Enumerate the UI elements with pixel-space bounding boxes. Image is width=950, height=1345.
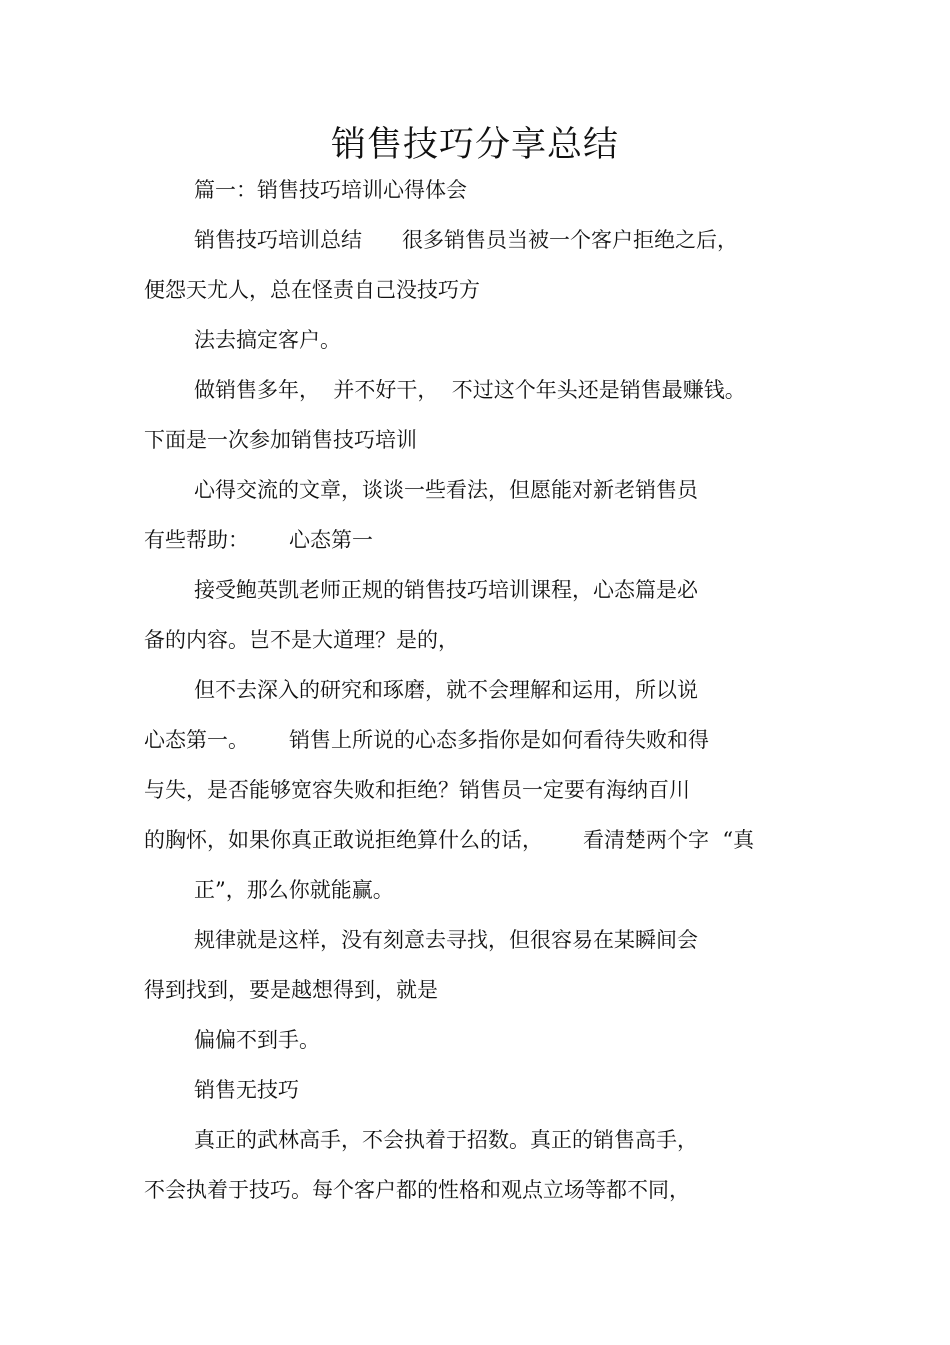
text-line-5: 做销售多年， 并不好干， 不过这个年头还是销售最赚钱。 [194,378,746,402]
text-line-12: 心态第一。 销售上所说的心态多指你是如何看待失败和得 [144,728,710,752]
text-line-18: 偏偏不到手。 [194,1028,320,1052]
text-line-8: 有些帮助： 心态第一 [144,528,374,552]
text-line-15: 正”，那么你就能赢。 [194,878,394,902]
text-line-19: 销售无技巧 [194,1078,299,1102]
text-line-14: 的胸怀，如果你真正敢说拒绝算什么的话， 看清楚两个字 “真 [144,828,755,852]
text-line-21: 不会执着于技巧。每个客户都的性格和观点立场等都不同， [144,1178,690,1202]
text-line-13: 与失，是否能够宽容失败和拒绝？销售员一定要有海纳百川 [144,778,690,802]
text-line-2: 销售技巧培训总结 很多销售员当被一个客户拒绝之后， [194,228,739,252]
text-line-6: 下面是一次参加销售技巧培训 [144,428,417,452]
text-line-1: 篇一：销售技巧培训心得体会 [194,178,467,202]
text-line-11: 但不去深入的研究和琢磨，就不会理解和运用，所以说 [194,678,698,702]
text-line-20: 真正的武林高手，不会执着于招数。真正的销售高手， [194,1128,698,1152]
text-line-9: 接受鲍英凯老师正规的销售技巧培训课程，心态篇是必 [194,578,698,602]
text-line-16: 规律就是这样，没有刻意去寻找，但很容易在某瞬间会 [194,928,698,952]
document-title: 销售技巧分享总结 [330,125,619,165]
text-line-10: 备的内容。岂不是大道理？是的， [144,628,459,652]
text-line-17: 得到找到，要是越想得到，就是 [144,978,438,1002]
text-line-3: 便怨天尤人，总在怪责自己没技巧方 [144,278,480,302]
text-line-7: 心得交流的文章，谈谈一些看法，但愿能对新老销售员 [194,478,698,502]
text-line-4: 法去搞定客户。 [194,328,341,352]
